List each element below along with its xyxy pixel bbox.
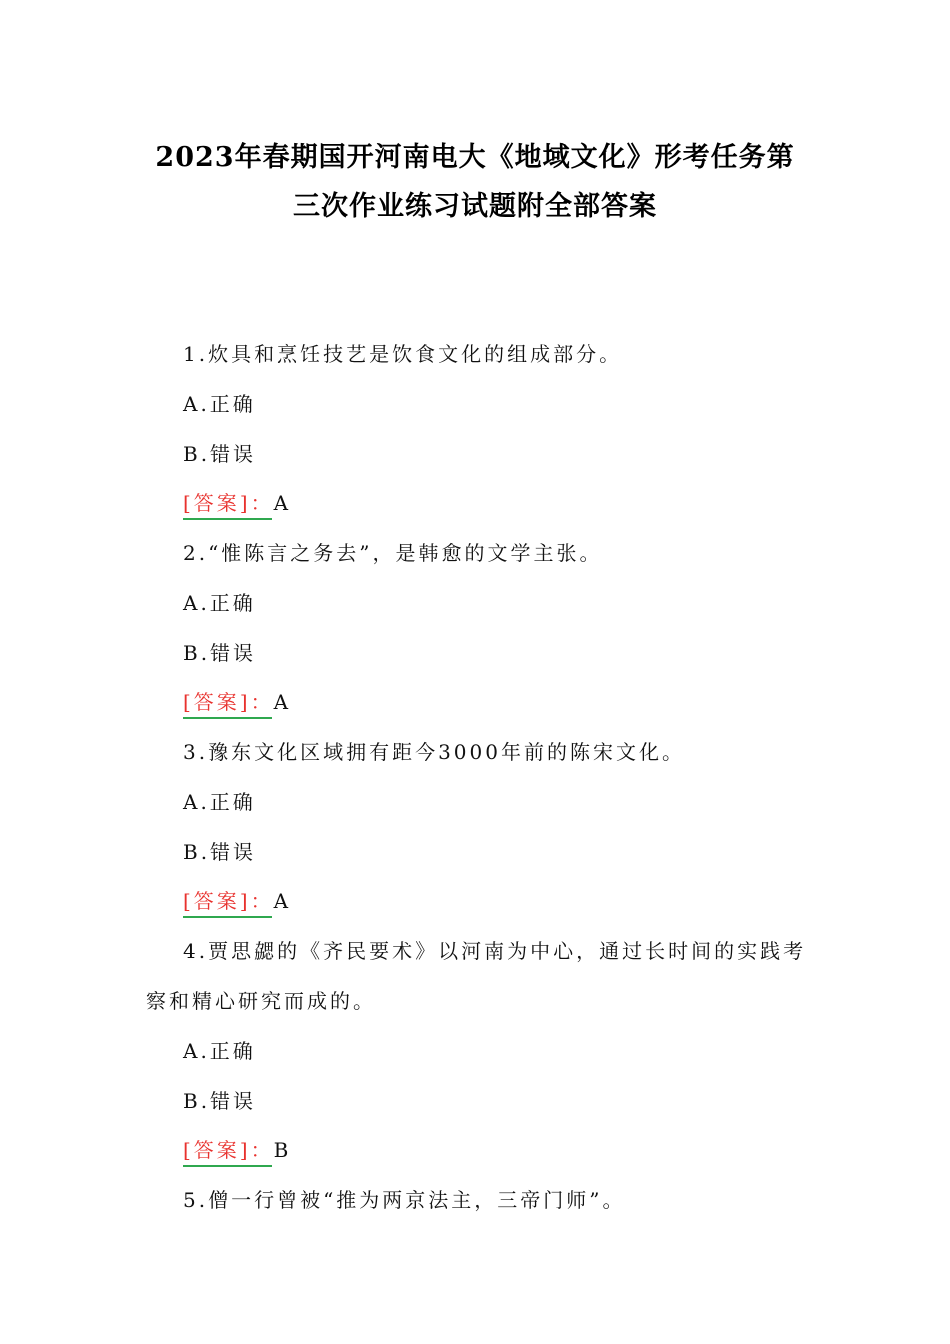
document-title-line-1: 2023年春期国开河南电大《地域文化》形考任务第 <box>155 142 795 173</box>
question-2-option-b: B.错误 <box>183 641 257 665</box>
question-3-answer-line <box>183 885 291 914</box>
answer-colon: ： <box>250 889 274 913</box>
document-title-line-2: 三次作业练习试题附全部答案 <box>293 191 657 222</box>
question-1-answer-line <box>183 487 291 516</box>
answer-colon: ： <box>250 1138 274 1162</box>
answer-label <box>183 487 274 516</box>
answer-tag: [答案] <box>183 491 251 515</box>
question-5-stem: 5.僧一行曾被“推为两京法主，三帝门师”。 <box>183 1188 626 1212</box>
question-1-option-a: A.正确 <box>183 392 256 416</box>
question-3-option-b: B.错误 <box>183 840 257 864</box>
question-2-stem: 2.“惟陈言之务去”，是韩愈的文学主张。 <box>183 541 603 565</box>
answer-colon: ： <box>250 690 274 714</box>
answer-label <box>183 885 274 914</box>
answer-tag: [答案] <box>183 889 251 913</box>
question-4-option-b: B.错误 <box>183 1089 257 1113</box>
answer-label <box>183 686 274 715</box>
question-4-answer-value: B <box>273 1138 292 1162</box>
question-3-answer-value: A <box>273 889 292 913</box>
answer-tag: [答案] <box>183 1138 251 1162</box>
question-3-stem: 3.豫东文化区域拥有距今3000年前的陈宋文化。 <box>183 740 685 764</box>
question-1-stem: 1.炊具和烹饪技艺是饮食文化的组成部分。 <box>183 342 623 366</box>
question-1-answer-value: A <box>273 491 292 515</box>
question-4-option-a: A.正确 <box>183 1039 256 1063</box>
answer-underline <box>183 1165 272 1167</box>
answer-underline <box>183 518 272 520</box>
answer-tag: [答案] <box>183 690 251 714</box>
question-2-answer-line <box>183 686 291 715</box>
answer-label <box>183 1134 274 1163</box>
question-2-option-a: A.正确 <box>183 591 256 615</box>
answer-underline <box>183 717 272 719</box>
question-1-option-b: B.错误 <box>183 442 257 466</box>
answer-underline <box>183 916 272 918</box>
question-4-answer-line <box>183 1134 291 1163</box>
question-4-stem-line-2: 察和精心研究而成的。 <box>146 989 376 1013</box>
question-2-answer-value: A <box>273 690 292 714</box>
question-4-stem-line-1: 4.贾思勰的《齐民要术》以河南为中心，通过长时间的实践考 <box>183 939 807 963</box>
answer-colon: ： <box>250 491 274 515</box>
question-3-option-a: A.正确 <box>183 790 256 814</box>
